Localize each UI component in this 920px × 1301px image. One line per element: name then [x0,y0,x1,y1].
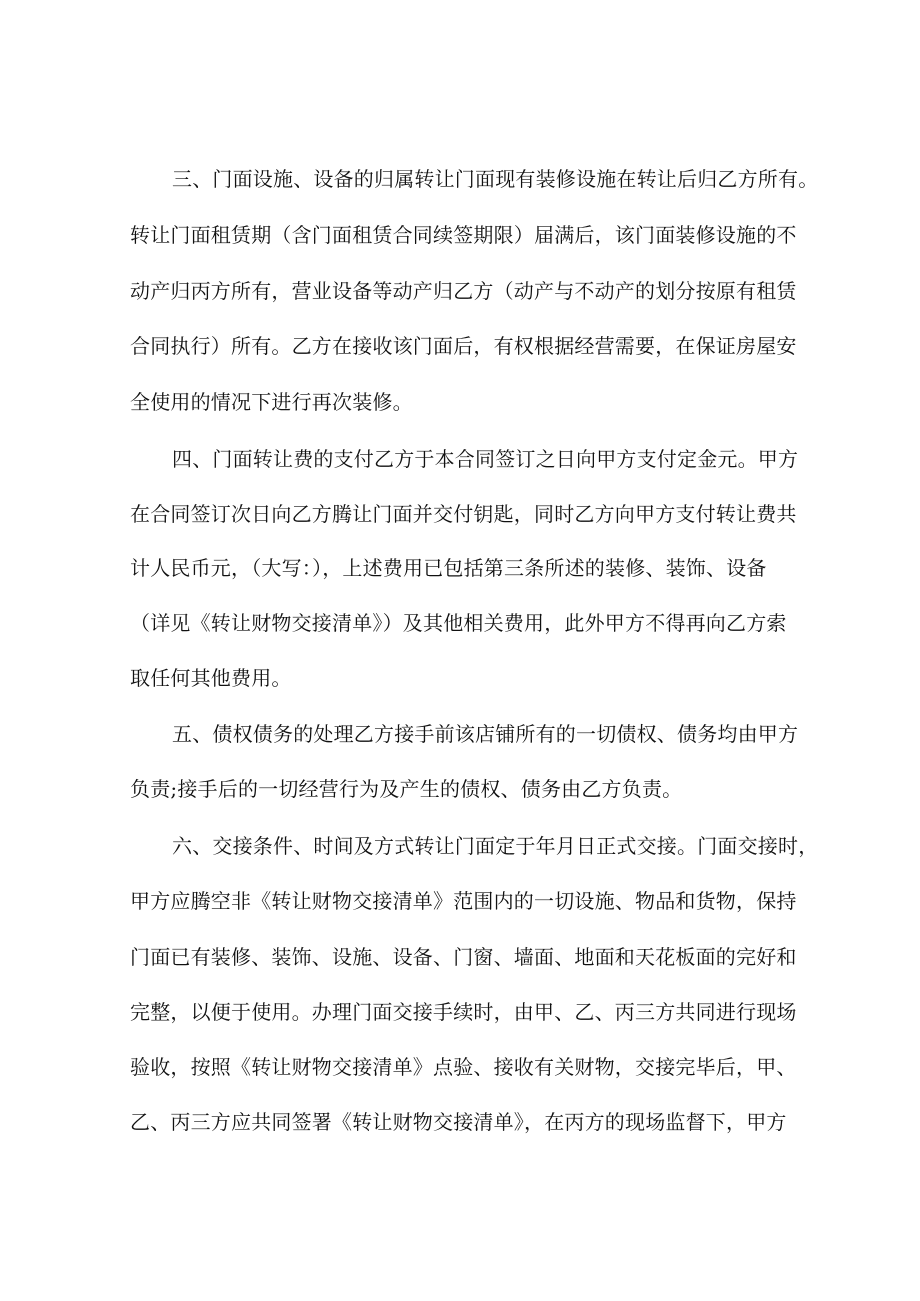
section-6-line-6: 乙、丙三方应共同签署《转让财物交接清单》，在丙方的现场监督下，甲方 [130,1110,787,1134]
section-6-line-1: 六、交接条件、时间及方式转让门面定于年月日正式交接。门面交接时， [172,834,819,858]
section-6-line-5: 验收，按照《转让财物交接清单》点验、接收有关财物，交接完毕后，甲、 [130,1055,797,1079]
section-6-line-4: 完整，以便于使用。办理门面交接手续时，由甲、乙、丙三方共同进行现场 [130,1000,797,1024]
section-5-line-1: 五、债权债务的处理乙方接手前该店铺所有的一切债权、债务均由甲方 [172,722,799,746]
section-3-line-1: 三、门面设施、设备的归属转让门面现有装修设施在转让后归乙方所有。 [172,167,819,191]
section-3-line-5: 全使用的情况下进行再次装修。 [130,390,413,414]
section-6-line-3: 门面已有装修、装饰、设施、设备、门窗、墙面、地面和天花板面的完好和 [130,945,797,969]
section-3-line-2: 转让门面租赁期（含门面租赁合同续签期限）届满后，该门面装修设施的不 [130,223,797,247]
section-4-line-4: （详见《转让财物交接清单》）及其他相关费用，此外甲方不得再向乙方索 [130,611,787,635]
section-4-line-2: 在合同签订次日向乙方腾让门面并交付钥匙，同时乙方向甲方支付转让费共 [130,502,797,526]
section-3-line-4: 合同执行）所有。乙方在接收该门面后，有权根据经营需要，在保证房屋安 [130,334,797,358]
section-4-line-1: 四、门面转让费的支付乙方于本合同签订之日向甲方支付定金元。甲方 [172,447,799,471]
section-4-line-5: 取任何其他费用。 [130,666,292,690]
section-5-line-2: 负责;接手后的一切经营行为及产生的债权、债务由乙方负责。 [130,777,683,801]
section-6-line-2: 甲方应腾空非《转让财物交接清单》范围内的一切设施、物品和货物，保持 [130,889,797,913]
section-4-line-3: 计人民币元，（大写：），上述费用已包括第三条所述的装修、装饰、设备 [130,556,767,580]
section-3-line-3: 动产归丙方所有，营业设备等动产归乙方（动产与不动产的划分按原有租赁 [130,279,797,303]
